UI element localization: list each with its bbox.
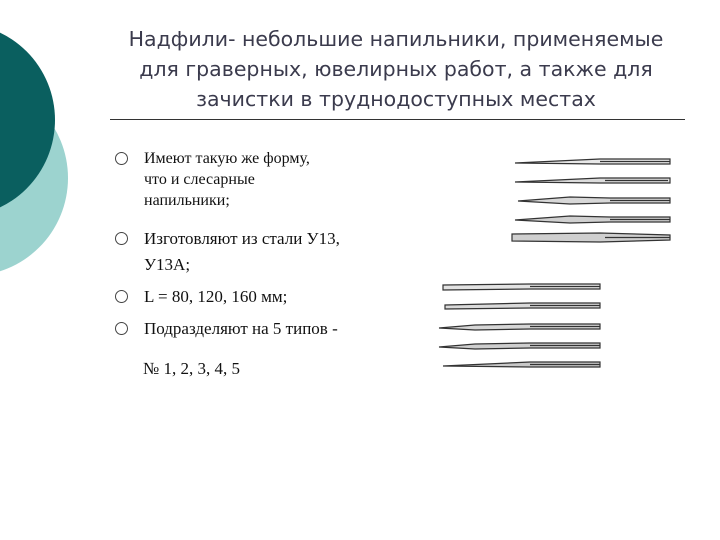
needle-file — [443, 362, 600, 367]
bullet-item-types — [113, 316, 413, 346]
slide-title — [108, 24, 684, 114]
needle-file — [518, 197, 670, 204]
needle-file — [515, 216, 670, 223]
bullet-line: Подразделяют на 5 типов - — [144, 319, 338, 338]
needle-file — [439, 343, 600, 349]
circle-bullet-icon — [115, 152, 128, 165]
bullet-line: У13А; — [144, 255, 191, 274]
decorative-circles — [0, 0, 110, 300]
bullet-item-form — [113, 148, 413, 226]
circle-bullet-icon — [115, 290, 128, 303]
bullet-line: Имеют такую же форму, — [144, 150, 310, 167]
bullet-continuation — [113, 356, 413, 382]
bullet-line: что и слесарные — [144, 171, 255, 188]
title-line-2: для граверных, ювелирных работ, а также для — [139, 57, 653, 81]
needle-file — [515, 159, 670, 164]
bullet-item-length — [113, 284, 413, 316]
title-line-1: Надфили- небольшие напильники, применяемые — [128, 27, 664, 51]
needle-files-set-bottom — [435, 278, 605, 378]
bullet-line: напильники; — [144, 192, 230, 209]
circle-bullet-icon — [115, 322, 128, 335]
bullet-line: L = 80, 120, 160 мм; — [144, 287, 288, 306]
needle-file — [515, 178, 670, 183]
bullet-item-material — [113, 226, 413, 284]
circle-bullet-icon — [115, 232, 128, 245]
needle-file — [443, 284, 600, 290]
needle-files-set-top — [510, 152, 675, 247]
title-line-3: зачистки в труднодоступных местах — [196, 87, 596, 111]
needle-file — [445, 303, 600, 309]
title-divider — [110, 119, 685, 120]
needle-file — [512, 233, 670, 242]
needle-file — [439, 324, 600, 330]
bullet-line: Изготовляют из стали У13, — [144, 229, 340, 248]
types-list: № 1, 2, 3, 4, 5 — [143, 359, 240, 378]
bullet-list — [113, 148, 413, 382]
